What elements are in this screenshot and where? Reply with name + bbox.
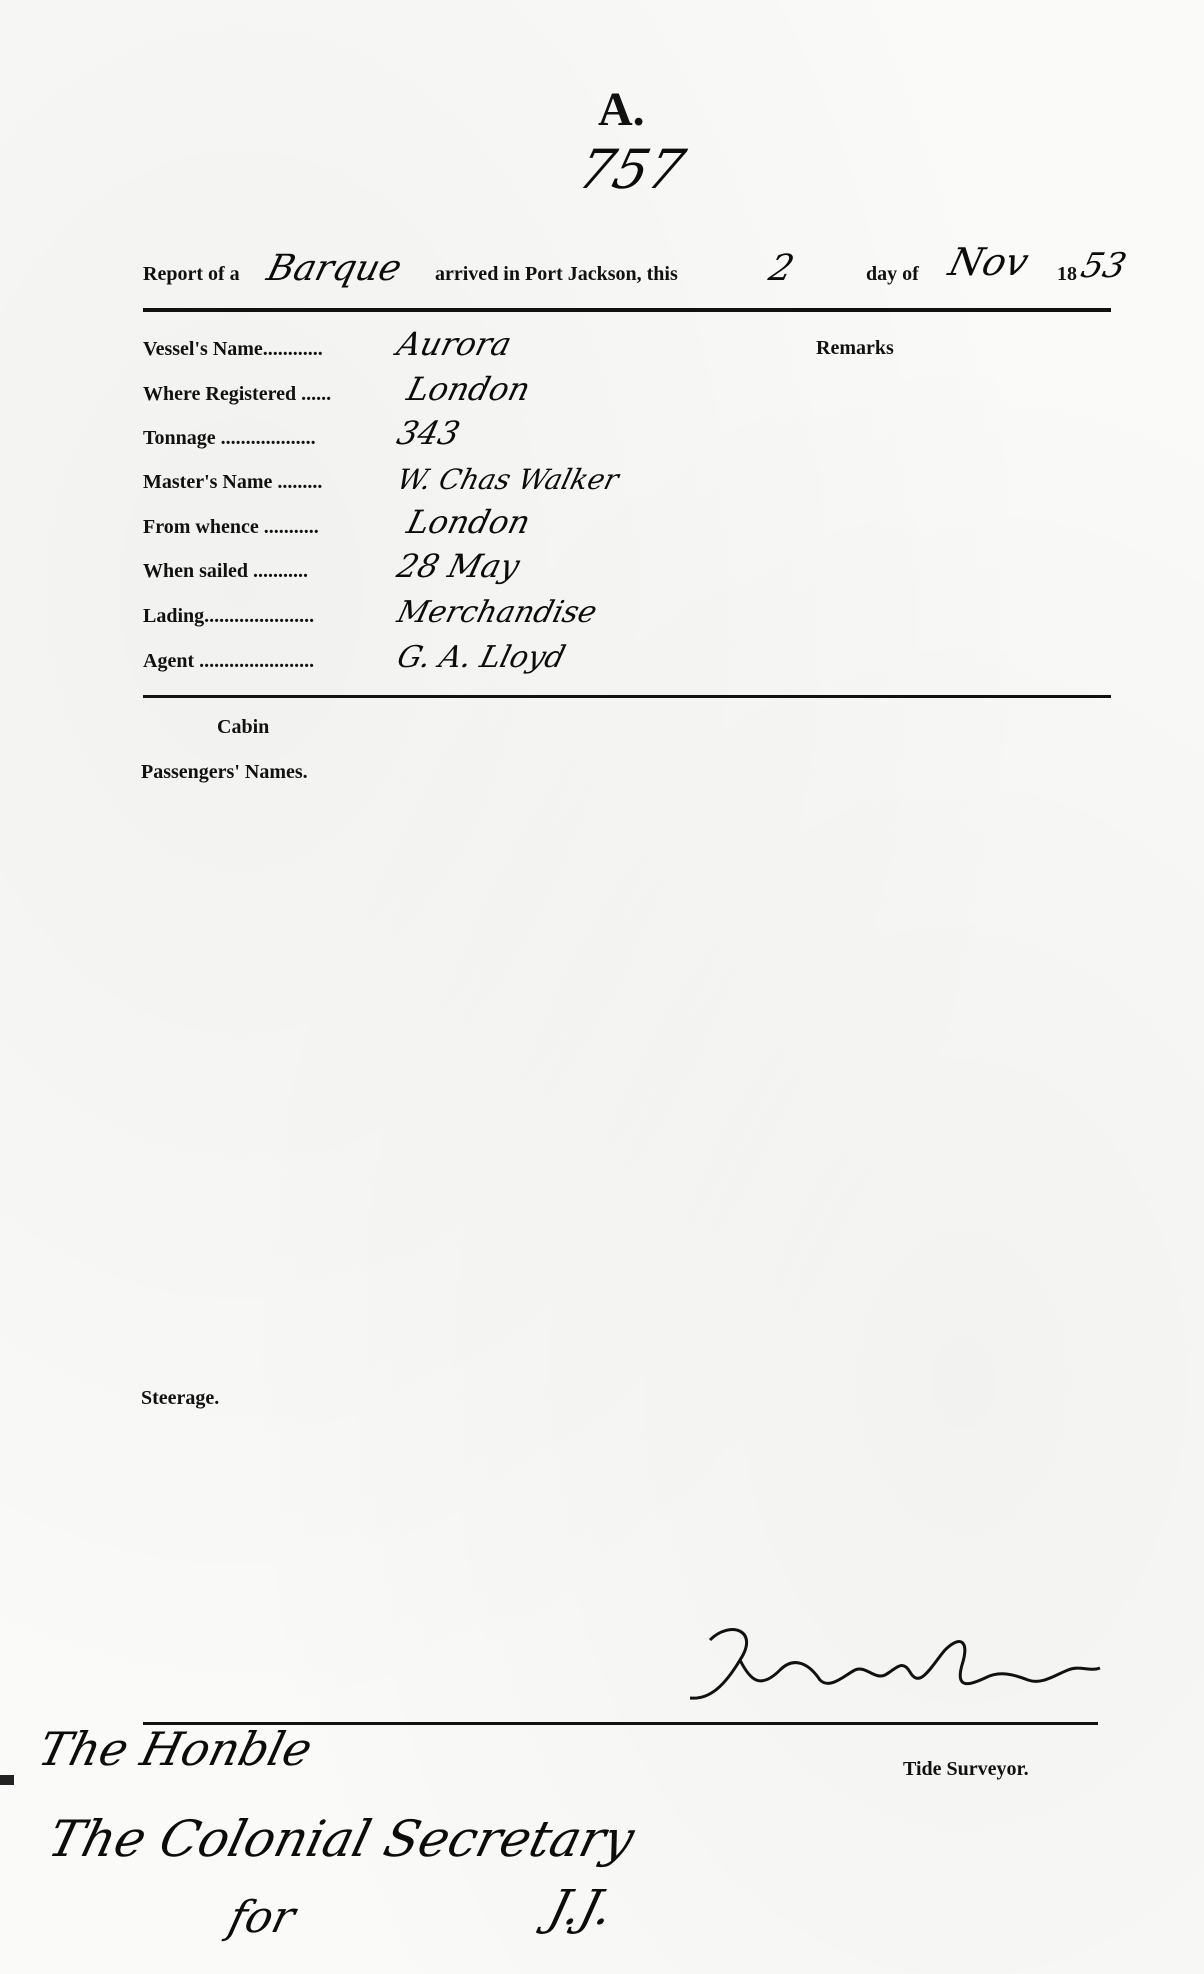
field-masters-name [143, 458, 663, 498]
year-written: 53 [1077, 246, 1131, 286]
addressee-line-1: The Honble [33, 1722, 318, 1776]
field-value: London [403, 370, 535, 408]
field-where-registered [143, 370, 663, 410]
report-prefix: Report of a [143, 263, 240, 285]
field-vessel-name [143, 325, 663, 365]
steerage-label: Steerage. [141, 1387, 220, 1409]
field-value: 343 [393, 414, 464, 452]
field-value: Aurora [393, 325, 516, 363]
field-label: Tonnage ................... [143, 427, 316, 449]
surveyor-signature [670, 1620, 1110, 1730]
field-value: Merchandise [393, 595, 601, 630]
remarks-label: Remarks [816, 337, 894, 359]
top-rule [143, 308, 1111, 312]
form-letter: A. [598, 83, 645, 136]
field-lading [143, 592, 663, 632]
field-value: W. Chas Walker [393, 463, 623, 496]
field-agent [143, 637, 663, 677]
field-value: G. A. Lloyd [393, 640, 569, 675]
field-label: From whence ........... [143, 516, 319, 538]
field-tonnage [143, 414, 663, 454]
field-value: 28 May [393, 547, 524, 585]
addressee-line-3: for [223, 1892, 301, 1943]
day-value: 2 [764, 248, 799, 289]
field-value: London [403, 503, 535, 541]
month-value: Nov [944, 240, 1034, 284]
handwritten-number: 757 [572, 138, 691, 201]
report-middle: arrived in Port Jackson, this [435, 263, 678, 285]
field-label: Master's Name ......... [143, 471, 323, 493]
field-label: Agent ....................... [143, 650, 315, 672]
year-printed: 18 [1057, 263, 1077, 285]
binding-mark [0, 1775, 14, 1785]
middle-rule [143, 695, 1111, 698]
addressee-initials: J.J. [543, 1880, 619, 1936]
field-label: Vessel's Name............ [143, 338, 323, 360]
field-label: When sailed ........... [143, 560, 309, 582]
field-from-whence [143, 503, 663, 543]
passengers-names-label: Passengers' Names. [141, 761, 308, 783]
addressee-line-2: The Colonial Secretary [42, 1810, 640, 1868]
field-label: Lading...................... [143, 605, 315, 627]
vessel-type-value: Barque [262, 248, 406, 289]
field-when-sailed [143, 547, 663, 587]
field-label: Where Registered ...... [143, 383, 332, 405]
tide-surveyor-label: Tide Surveyor. [903, 1758, 1029, 1780]
cabin-label: Cabin [217, 716, 270, 738]
day-of-label: day of [866, 263, 919, 285]
